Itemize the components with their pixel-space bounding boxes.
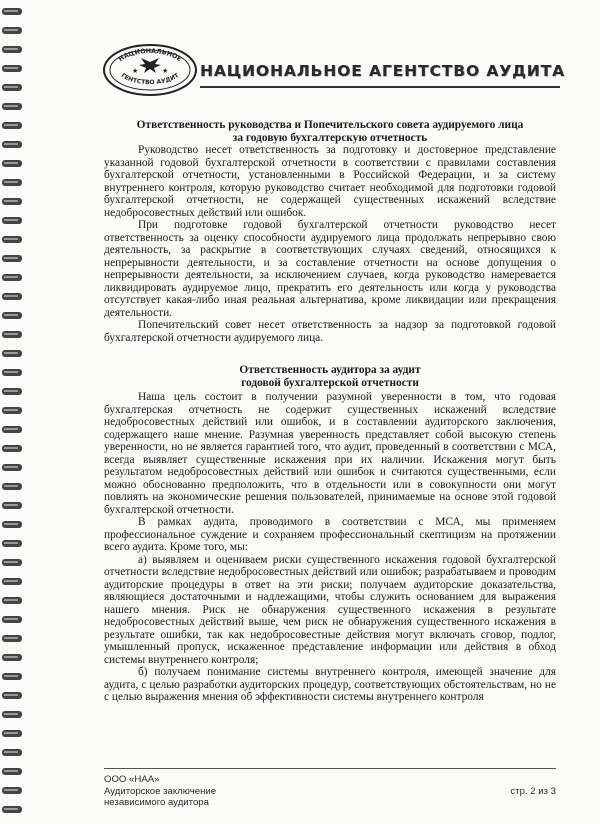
document-body	[104, 119, 556, 704]
binding-coil-highlight	[4, 504, 18, 506]
footer-company: ООО «НАА»	[104, 774, 160, 785]
agency-name: НАЦИОНАЛЬНОЕ АГЕНТСТВО АУДИТА	[200, 62, 566, 80]
section1-title-line2: за годовую бухгалтерскую отчетность	[232, 131, 428, 144]
letterhead	[100, 42, 566, 106]
svg-text:НАЦИОНАЛЬНОЕ: НАЦИОНАЛЬНОЕ	[116, 46, 184, 64]
spiral-binding	[0, 0, 28, 824]
binding-coil-highlight	[4, 86, 18, 88]
binding-coil-highlight	[4, 751, 18, 753]
section2-paragraph-1: Наша цель состоит в получении разумной уверенности в том, что годовая бухгалтерская отчетность не содержит существенных искажений вследствие недобросовестных действий или ошибок, и в составлении аудиторского заключения, содержащего наше мнение. Разумная уверенность представляет собой высокую степень уверенности, но не является гарантией того, что аудит, проведенный в соответствии с МСА, всегда выявляет существенные искажения при их наличии. Искажения могут быть результатом недобросовестных действий или ошибок и считаются существенными, если можно обоснованно предположить, что в отдельности или в совокупности они могут повлиять на экономические решения пользователей, принимаемые на основе этой годовой бухгалтерской отчетности.	[104, 391, 556, 516]
binding-coil-highlight	[4, 466, 18, 468]
section2-title	[104, 364, 556, 389]
binding-coil-highlight	[4, 143, 18, 145]
section2-item-b: б) получаем понимание системы внутреннего контроля, имеющей значение для аудита, с целью разработки аудиторских процедур, соответствующих обстоятельствам, но не с целью выражения мнения об эффективности системы внутреннего контроля	[104, 666, 556, 704]
binding-coil-highlight	[4, 48, 18, 50]
binding-coil-highlight	[4, 257, 18, 259]
footer-company-block	[104, 774, 216, 809]
binding-coil-highlight	[4, 523, 18, 525]
binding-coil-highlight	[4, 599, 18, 601]
section2-title-line2: годовой бухгалтерской отчетности	[241, 376, 419, 389]
binding-coil-highlight	[4, 637, 18, 639]
binding-coil-highlight	[4, 789, 18, 791]
svg-text:★: ★	[162, 67, 169, 75]
section1-paragraph-2: При подготовке годовой бухгалтерской отчетности руководство несет ответственность за оценку способности аудируемого лица продолжать непрерывно свою деятельность, за раскрытие в соответствующих случаях сведений, относящихся к непрерывности деятельности, и за составление отчетности на основе допущения о непрерывности деятельности, за исключением случаев, когда руководство намеревается ликвидировать аудируемое лицо, прекратить его деятельность или когда у руководства отсутствует какая-либо иная реальная альтернатива, кроме ликвидации или прекращения деятельности.	[104, 219, 556, 319]
binding-coil-highlight	[4, 713, 18, 715]
section2-item-a: а) выявляем и оцениваем риски существенного искажения годовой бухгалтерской отчетности вследствие недобросовестных действий или ошибок; разрабатываем и проводим аудиторские процедуры в ответ на эти риски; получаем аудиторские доказательства, являющиеся достаточными и надлежащими, чтобы служить основанием для выражения нашего мнения. Риск не обнаружения существенного искажения в результате недобросовестных действий выше, чем риск не обнаружения существенного искажения в результате ошибки, так как недобросовестные действия могут включать сговор, подлог, умышленный пропуск, искаженное представление информации или действия в обход системы внутреннего контроля;	[104, 553, 556, 666]
header-rule	[200, 86, 560, 88]
binding-coil-highlight	[4, 29, 18, 31]
footer-doc-type: Аудиторское заключение	[104, 785, 217, 797]
binding-coil-highlight	[4, 352, 18, 354]
binding-coil-highlight	[4, 67, 18, 69]
section1-title	[104, 119, 556, 144]
section1-title-line1: Ответственность руководства и Попечительского совета аудируемого лица	[136, 119, 524, 131]
footer-doc-subtitle: независимого аудитора	[104, 797, 209, 808]
svg-text:АГЕНТСТВО АУДИТА: ГЕНТСТВО АУДИТ	[119, 72, 181, 87]
binding-coil-highlight	[4, 618, 18, 620]
binding-coil-highlight	[4, 808, 18, 810]
binding-coil-highlight	[4, 485, 18, 487]
section2-paragraph-2: В рамках аудита, проводимого в соответствии с МСА, мы применяем профессиональное суждение и сохраняем профессиональный скептицизм на протяжении всего аудита. Кроме того, мы:	[104, 516, 556, 554]
binding-coil-highlight	[4, 770, 18, 772]
binding-coil-highlight	[4, 542, 18, 544]
binding-coil-highlight	[4, 447, 18, 449]
agency-logo	[100, 42, 200, 98]
section1-paragraph-3: Попечительский совет несет ответственность за надзор за подготовкой годовой бухгалтерской отчетности аудируемого лица.	[104, 319, 556, 344]
binding-coil-highlight	[4, 428, 18, 430]
binding-coil-highlight	[4, 656, 18, 658]
binding-coil-highlight	[4, 390, 18, 392]
binding-coil-highlight	[4, 371, 18, 373]
binding-coil-highlight	[4, 675, 18, 677]
binding-coil-highlight	[4, 732, 18, 734]
binding-coil-highlight	[4, 694, 18, 696]
section2-title-line1: Ответственность аудитора за аудит	[239, 364, 421, 377]
section1-paragraph-1: Руководство несет ответственность за подготовку и достоверное представление указанной годовой бухгалтерской отчетности в соответствии с правилами составления бухгалтерской отчетности, установленными в Российской Федерации, и за систему внутреннего контроля, которую руководство считает необходимой для подготовки годовой бухгалтерской отчетности, не содержащей существенных искажений вследствие недобросовестных действий или ошибок.	[104, 144, 556, 219]
binding-coil-highlight	[4, 219, 18, 221]
binding-coil-highlight	[4, 238, 18, 240]
binding-coil-highlight	[4, 409, 18, 411]
binding-coil-highlight	[4, 333, 18, 335]
svg-text:★: ★	[132, 67, 139, 75]
page-footer	[104, 768, 556, 809]
binding-coil-highlight	[4, 10, 18, 12]
binding-coil-highlight	[4, 162, 18, 164]
binding-coil-highlight	[4, 561, 18, 563]
binding-coil-highlight	[4, 181, 18, 183]
binding-coil-highlight	[4, 580, 18, 582]
binding-coil-highlight	[4, 200, 18, 202]
page-number: стр. 2 из 3	[510, 786, 556, 797]
binding-coil-highlight	[4, 295, 18, 297]
binding-coil-highlight	[4, 314, 18, 316]
binding-coil-highlight	[4, 105, 18, 107]
binding-coil-highlight	[4, 124, 18, 126]
binding-coil-highlight	[4, 276, 18, 278]
